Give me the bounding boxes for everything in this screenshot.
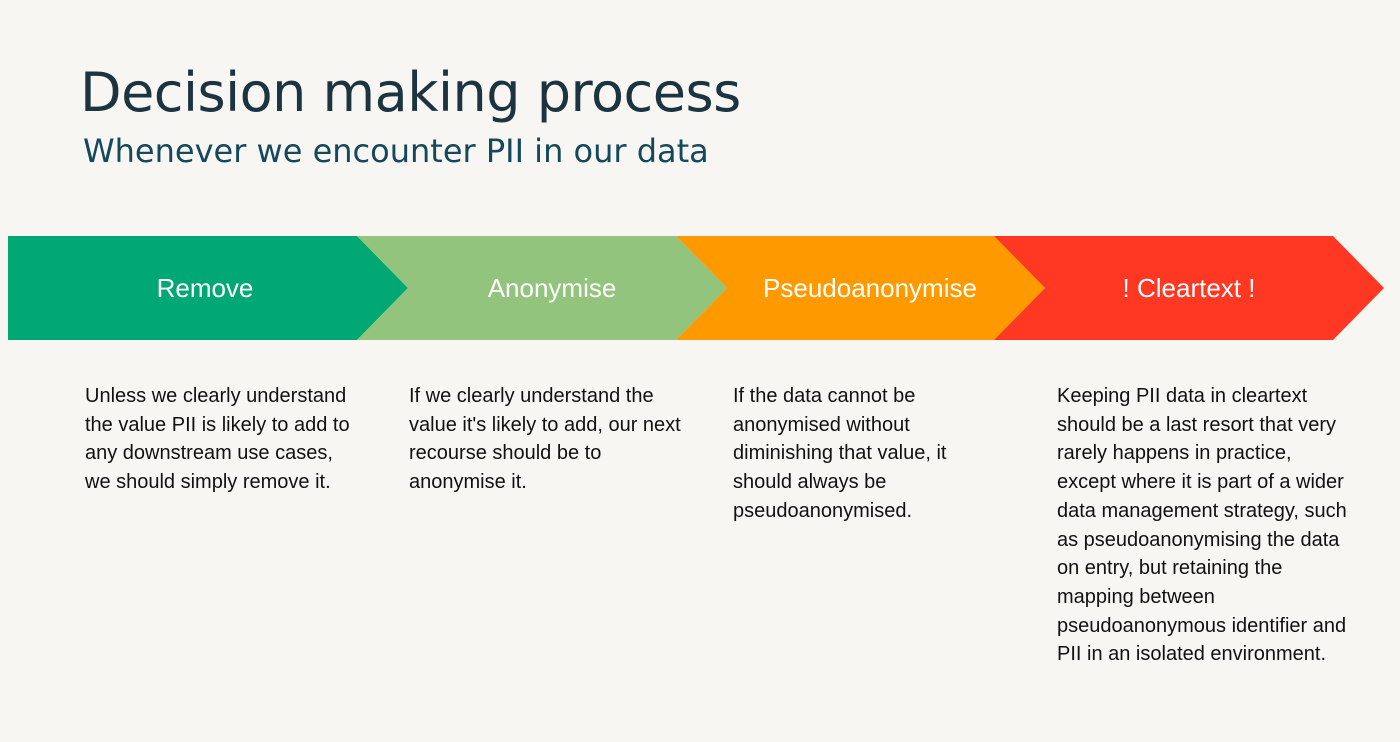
step-label-pseudoanonymise: Pseudoanonymise — [763, 273, 977, 303]
process-flow — [0, 236, 1400, 340]
step-description-remove: Unless we clearly understand the value PII is likely to add to any downstream use cases, we should simply remove it. — [85, 385, 350, 494]
page-title: Decision making process — [80, 61, 741, 124]
step-description-pseudoanonymise: If the data cannot be anonymised without diminishing that value, it should always be pseudoanonymised. — [733, 385, 947, 522]
page-subtitle: Whenever we encounter PII in our data — [83, 132, 709, 170]
step-description-cleartext: Keeping PII data in cleartext should be a last resort that very rarely happens in practice, except where it is part of a wider data management strategy, such as pseudoanonymising the data on entry, but retaining the mapping between pseudoanonymous identifier and PII in an isolated environment. — [1057, 385, 1347, 666]
step-label-remove: Remove — [156, 273, 254, 303]
step-description-anonymise: If we clearly understand the value it's likely to add, our next recourse should be to anonymise it. — [409, 385, 681, 494]
step-label-cleartext: ! Cleartext ! — [1122, 273, 1256, 303]
step-label-anonymise: Anonymise — [487, 273, 617, 303]
